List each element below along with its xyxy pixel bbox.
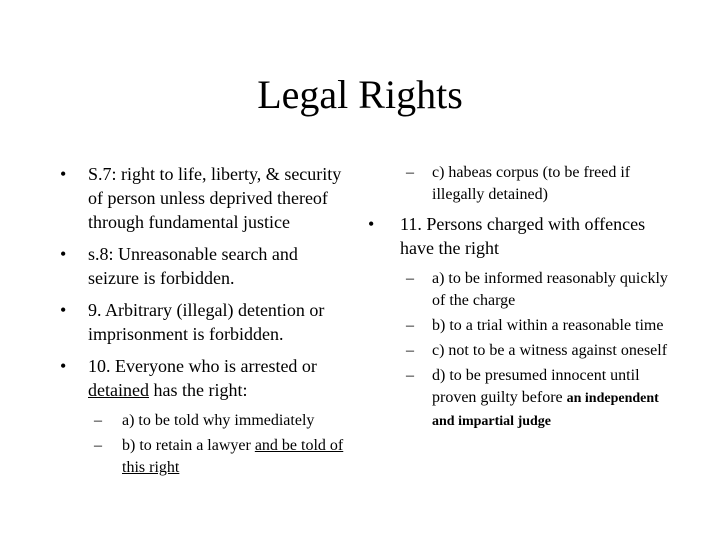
right-sub-c bbox=[400, 340, 668, 362]
bullet-s11-text: 11. Persons charged with offences have the right bbox=[400, 214, 646, 258]
right-sub-b-text: b) to a trial within a reasonable time bbox=[432, 317, 664, 334]
right-sub-a bbox=[400, 268, 668, 312]
bullet-s10-underlined: detained bbox=[88, 380, 149, 400]
right-sub-d bbox=[400, 365, 668, 433]
sub-bullet-c-top bbox=[400, 162, 668, 206]
bullet-s11 bbox=[368, 212, 668, 260]
sub-bullet-b-underlined: and be told of this right bbox=[122, 437, 344, 476]
slide-title: Legal Rights bbox=[257, 72, 463, 117]
sub-bullet-a bbox=[88, 410, 350, 432]
left-column bbox=[60, 162, 350, 482]
bullet-s9 bbox=[60, 298, 350, 346]
sub-bullet-c-top-text: c) habeas corpus (to be freed if illegally detained) bbox=[432, 164, 631, 203]
bullet-s10-text-post: has the right: bbox=[148, 380, 248, 400]
bullet-s8-text: s.8: Unreasonable search and seizure is forbidden. bbox=[88, 244, 298, 288]
sub-bullet-a-text: a) to be told why immediately bbox=[122, 412, 315, 429]
right-sub-d-text-pre: d) to be presumed innocent until proven guilty before bbox=[432, 367, 640, 406]
bullet-s10 bbox=[60, 354, 350, 402]
bullet-s8 bbox=[60, 242, 350, 290]
right-column bbox=[368, 162, 668, 436]
bullet-s10-text-pre: 10. Everyone who is arrested or bbox=[88, 356, 317, 376]
bullet-s9-text: 9. Arbitrary (illegal) detention or imprisonment is forbidden. bbox=[88, 300, 325, 344]
right-sub-c-text: c) not to be a witness against oneself bbox=[432, 342, 668, 359]
bullet-s7-text: S.7: right to life, liberty, & security of person unless deprived thereof through fundamental justice bbox=[88, 164, 342, 232]
sub-bullet-b-text-pre: b) to retain a lawyer bbox=[122, 437, 255, 454]
right-sub-b bbox=[400, 315, 668, 337]
bullet-s7 bbox=[60, 162, 350, 234]
right-sub-d-bold: an independent and impartial judge bbox=[432, 391, 659, 429]
right-sub-a-text: a) to be informed reasonably quickly of the charge bbox=[432, 270, 668, 309]
sub-bullet-b bbox=[88, 435, 350, 479]
